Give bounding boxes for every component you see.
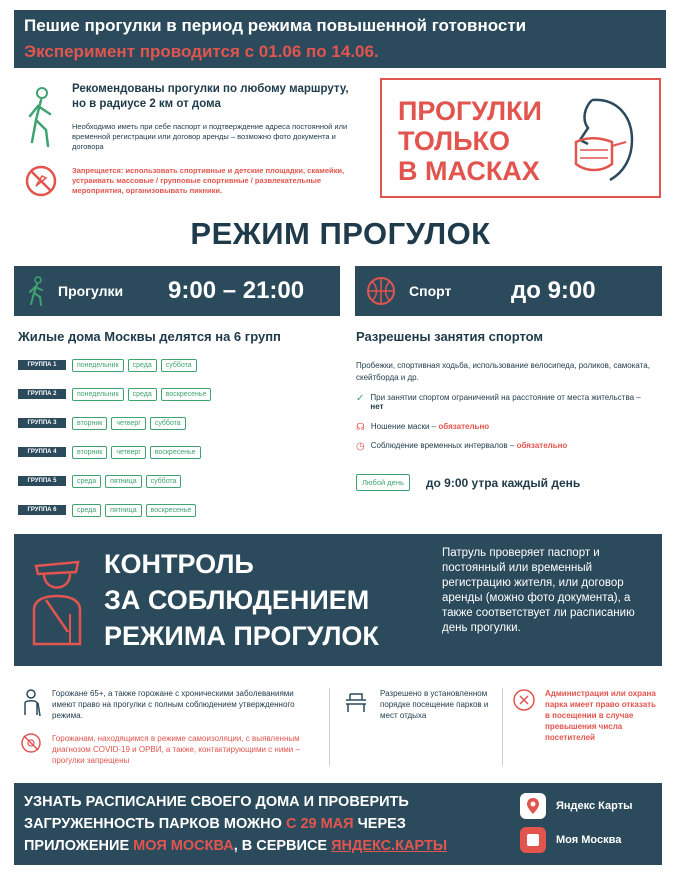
sport-item-interval (356, 441, 656, 452)
header-banner (14, 10, 666, 68)
note-seniors: Горожане 65+, а также горожане с хроническими заболеваниями имеют право на прогулки с полным соблюдением утвержденного режима. (52, 689, 295, 720)
group-day-tag: пятница (105, 504, 141, 517)
group-row (18, 443, 205, 461)
masks-line3: В МАСКАХ (398, 156, 540, 186)
group-day-tag: понедельник (72, 359, 124, 372)
group-label: ГРУППА 1 (18, 360, 66, 370)
group-day-tag: пятница (105, 475, 141, 488)
note-admin: Администрация или охрана парка имеет право отказать в посещении в случае превышения числа посетителей (545, 689, 657, 742)
basketball-icon (365, 275, 397, 307)
mask-small-icon: ☊ (356, 422, 365, 433)
group-label: ГРУППА 3 (18, 418, 66, 428)
control-line1: КОНТРОЛЬ (104, 549, 254, 579)
mask-face-icon (562, 94, 642, 191)
intro-body: Необходимо иметь при себе паспорт и подтверждение адреса постоянной или временной регистрации или договор аренды – возможно фото документа и договора (72, 122, 348, 151)
my-moscow-label: Моя Москва (556, 834, 622, 846)
group-day-tag: среда (128, 359, 157, 372)
divider-2 (502, 688, 503, 766)
sport-bar (355, 266, 662, 316)
footer-part3: , В СЕРВИСЕ (233, 838, 332, 854)
control-text: Патруль проверяет паспорт и постоянный или временный регистрацию жителя, или договор аренды (можно фото документа), а также соответствует ли расписанию день прогулки. (442, 547, 635, 634)
masks-line1: ПРОГУЛКИ (398, 96, 542, 126)
footer-banner (14, 783, 662, 865)
patrol-officer-icon (30, 552, 84, 648)
footer-text (24, 791, 499, 857)
walks-time: 9:00 – 21:00 (168, 277, 305, 304)
header-title: Пешие прогулки в период режима повышенной готовности (24, 16, 527, 35)
sport-item-mask (356, 422, 656, 433)
deny-icon (512, 688, 536, 717)
sport-item3-text: Соблюдение временных интервалов – (370, 441, 517, 450)
virus-icon (20, 732, 42, 759)
control-line3: РЕЖИМА ПРОГУЛОК (104, 621, 379, 651)
sport-body: Пробежки, спортивная ходьба, использование велосипеда, роликов, самоката, скейтборда и др. (356, 361, 650, 382)
groups-heading: Жилые дома Москвы делятся на 6 групп (18, 329, 281, 344)
footer-service-link[interactable]: ЯНДЕКС.КАРТЫ (331, 838, 448, 854)
group-row (18, 501, 200, 519)
footer-part2: ЧЕРЕЗ ПРИЛОЖЕНИЕ (24, 816, 406, 854)
sport-item-distance (356, 393, 656, 411)
group-day-tag: среда (72, 504, 101, 517)
sport-item2-text: Ношение маски – (370, 422, 439, 431)
sport-heading: Разрешены занятия спортом (356, 329, 544, 344)
yandex-maps-icon (520, 793, 546, 819)
group-row (18, 472, 185, 490)
sport-item1-text: При занятии спортом ограничений на расстояние от места жительства – (370, 393, 641, 402)
group-row (18, 385, 215, 403)
masks-line2: ТОЛЬКО (398, 126, 510, 156)
my-moscow-icon (520, 827, 546, 853)
control-banner (14, 534, 662, 666)
park-bench-icon (344, 690, 368, 719)
sport-item3-value: обязательно (516, 441, 568, 450)
any-day-row (356, 474, 580, 491)
group-day-tag: четверг (111, 417, 146, 430)
group-label: ГРУППА 6 (18, 505, 66, 515)
note-parks: Разрешено в установленном порядке посещение парков и мест отдыха (380, 689, 489, 720)
yandex-maps-app[interactable] (520, 793, 633, 819)
any-day-tag: Любой день (356, 474, 410, 491)
sport-label: Спорт (409, 283, 452, 299)
group-day-tag: суббота (161, 359, 197, 372)
walks-bar (14, 266, 340, 316)
walker-icon (24, 86, 58, 150)
check-circle-icon: ✓ (356, 393, 365, 404)
group-day-tag: суббота (150, 417, 186, 430)
sport-item1-value: нет (370, 402, 384, 411)
group-day-tag: вторник (72, 446, 107, 459)
group-row (18, 414, 190, 432)
group-day-tag: воскресенье (161, 388, 212, 401)
clock-icon: ◷ (356, 441, 365, 452)
control-line2: ЗА СОБЛЮДЕНИЕМ (104, 585, 370, 615)
divider-1 (329, 688, 330, 766)
group-day-tag: понедельник (72, 388, 124, 401)
yandex-maps-label: Яндекс Карты (556, 800, 633, 812)
header-subtitle: Эксперимент проводится с 01.06 по 14.06. (24, 42, 379, 61)
intro-warning: Запрещается: использовать спортивные и детские площадки, скамейки, устраивать массовые / групповые спортивные / развлекательные мероприятия, организовывать пикники. (72, 166, 345, 195)
group-label: ГРУППА 4 (18, 447, 66, 457)
footer-app: МОЯ МОСКВА (133, 838, 234, 854)
footer-part1: УЗНАТЬ РАСПИСАНИЕ СВОЕГО ДОМА И ПРОВЕРИТЬ ЗАГРУЖЕННОСТЬ ПАРКОВ МОЖНО (24, 794, 409, 832)
regime-title: РЕЖИМ ПРОГУЛОК (190, 216, 491, 251)
note-isolation: Горожанам, находящимся в режиме самоизоляции, с выявленным диагнозом COVID-19 и ОРВИ, а также, контактирующими с ними – прогулки запрещены (52, 734, 300, 765)
senior-icon (20, 689, 42, 722)
group-day-tag: среда (72, 475, 101, 488)
group-day-tag: четверг (111, 446, 146, 459)
walks-label: Прогулки (58, 283, 124, 299)
group-day-tag: вторник (72, 417, 107, 430)
sport-time: до 9:00 (511, 277, 596, 304)
group-day-tag: суббота (146, 475, 182, 488)
walker-small-icon (26, 276, 48, 306)
group-day-tag: воскресенье (150, 446, 201, 459)
footer-date: С 29 МАЯ (285, 816, 354, 832)
group-day-tag: воскресенье (146, 504, 197, 517)
group-day-tag: среда (128, 388, 157, 401)
sport-item2-value: обязательно (438, 422, 490, 431)
prohibited-icon (24, 164, 58, 198)
intro-heading: Рекомендованы прогулки по любому маршруту, но в радиусе 2 км от дома (72, 83, 349, 110)
group-label: ГРУППА 2 (18, 389, 66, 399)
any-day-time: до 9:00 утра каждый день (425, 475, 581, 490)
group-label: ГРУППА 5 (18, 476, 66, 486)
group-row (18, 356, 201, 374)
my-moscow-app[interactable] (520, 827, 621, 853)
masks-box (380, 78, 661, 198)
